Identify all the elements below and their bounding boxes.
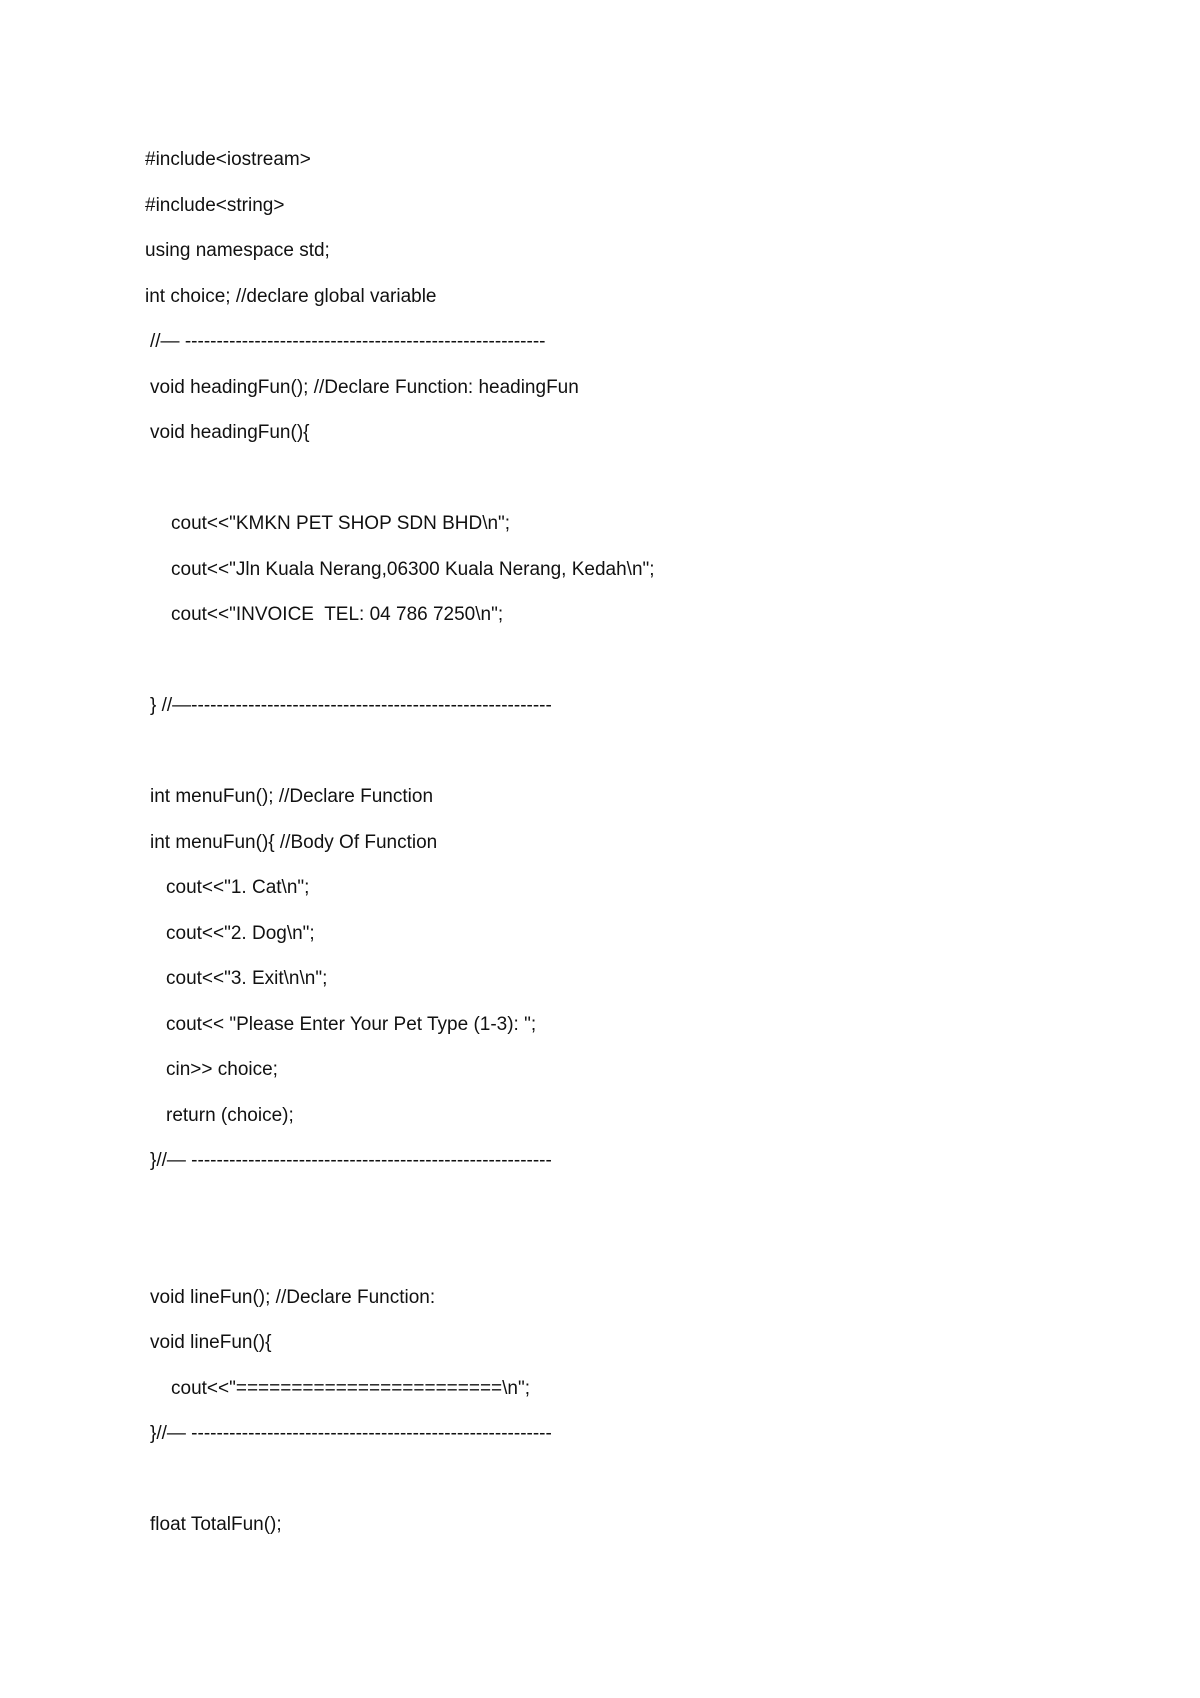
- code-line: cout<<"3. Exit\n\n";: [166, 968, 328, 989]
- code-line: float TotalFun();: [150, 1514, 282, 1535]
- code-line: cout<<"KMKN PET SHOP SDN BHD\n";: [171, 513, 511, 534]
- code-line: return (choice);: [166, 1105, 294, 1126]
- code-line: cin>> choice;: [166, 1059, 278, 1080]
- code-line: int menuFun(); //Declare Function: [150, 786, 434, 807]
- code-line: cout<<"1. Cat\n";: [166, 877, 310, 898]
- code-line: #include<string>: [145, 195, 285, 216]
- code-line: void lineFun(); //Declare Function:: [150, 1287, 436, 1308]
- code-line: using namespace std;: [145, 240, 330, 261]
- code-line: int menuFun(){ //Body Of Function: [150, 832, 438, 853]
- code-line: cout<<"Jln Kuala Nerang,06300 Kuala Nerang, Kedah\n";: [171, 559, 655, 580]
- code-line: cout<<"INVOICE TEL: 04 786 7250\n";: [171, 604, 504, 625]
- code-line: //— ---------------------------------------------------------: [150, 331, 546, 352]
- code-line: }//— ---------------------------------------------------------: [150, 1150, 552, 1171]
- code-line: void headingFun(){: [150, 422, 310, 443]
- code-line: void headingFun(); //Declare Function: headingFun: [150, 377, 579, 398]
- code-line: int choice; //declare global variable: [145, 286, 437, 307]
- code-line: } //—---------------------------------------------------------: [150, 695, 552, 716]
- code-line: cout<<"========================\n";: [171, 1378, 531, 1399]
- code-line: }//— ---------------------------------------------------------: [150, 1423, 552, 1444]
- code-line: #include<iostream>: [145, 149, 311, 170]
- code-line: cout<< "Please Enter Your Pet Type (1-3): ";: [166, 1014, 537, 1035]
- code-line: cout<<"2. Dog\n";: [166, 923, 315, 944]
- code-line: void lineFun(){: [150, 1332, 272, 1353]
